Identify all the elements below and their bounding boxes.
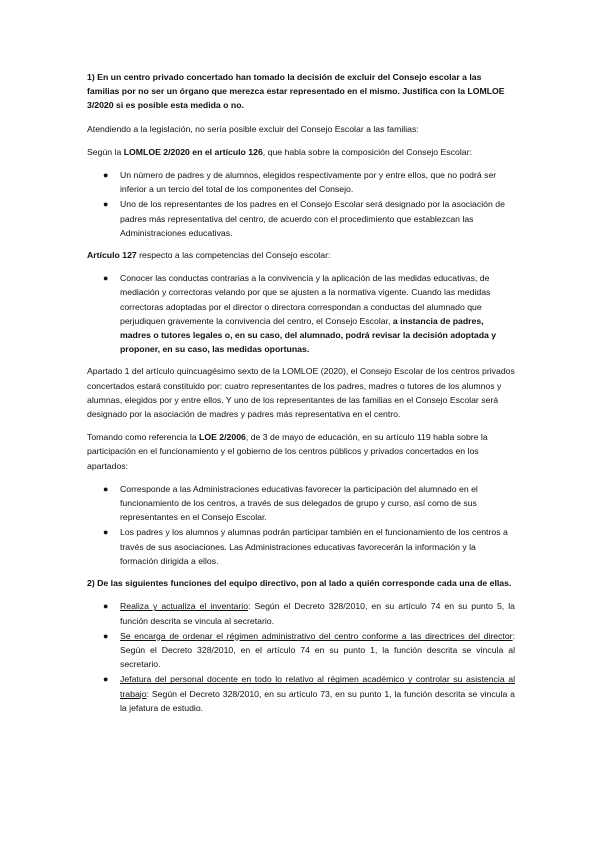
- function-title: Jefatura del personal docente en todo lo relativo al régimen académico y controlar su asistencia al trabajo: [120, 674, 515, 699]
- list-item-text: Un número de padres y de alumnos, elegidos respectivamente por y entre ellos, que no podrá ser inferior a un tercio del total de los componentes del Consejo.: [120, 170, 497, 195]
- list-item: [87, 271, 515, 356]
- list-item-text: Conocer las conductas contrarias a la convivencia y la aplicación de las medidas educativas, de mediación y correctoras velando por que se ajusten a la normativa vigente. Cuando las medidas correctoras adoptadas por el director o directora correspondan a conductas del alumnado que perjudiquen gravemente la convivencia del centro, el Consejo Escolar,: [120, 273, 491, 326]
- list-item-text: Corresponde a las Administraciones educativas favorecer la participación del alumnado en el funcionamiento de los centros, a través de sus delegados de grupo y curso, así como de sus representantes en el Consejo Escolar.: [120, 483, 478, 523]
- loe-ref: LOE 2/2006: [199, 432, 246, 443]
- question-2: [87, 576, 515, 590]
- list-item: [87, 672, 515, 715]
- list-item-text: : Según el Decreto 328/2010, en el artículo 74 en su punto 1, la función descrita se vincula al secretario.: [120, 630, 515, 670]
- question-1-number: 1: [87, 72, 92, 82]
- text: Tomando como referencia la: [87, 432, 200, 443]
- text: respecto a las competencias del Consejo escolar:: [136, 250, 331, 261]
- loe-list: [87, 482, 515, 568]
- list-item: [87, 525, 515, 568]
- question-2-number: 2: [87, 578, 92, 589]
- list-item: [87, 197, 515, 240]
- text: , que habla sobre la composición del Consejo Escolar:: [262, 146, 472, 157]
- bullet-icon: ●: [103, 601, 109, 612]
- list-item-bold-text: a instancia de padres, madres o tutores legales o, en su caso, del alumnado, podrá revisar la decisión adoptada y proponer, en su caso, las medidas oportunas.: [120, 315, 497, 355]
- bullet-icon: ●: [103, 630, 109, 641]
- question-1-text: ) En un centro privado concertado han tomado la decisión de excluir del Consejo escolar a las familias por no ser un órgano que merezca estar representado en el mismo. Justifica con la LOMLOE 3/2020 si es posible esta medida o no.: [87, 72, 505, 111]
- bullet-icon: ●: [103, 199, 109, 210]
- bullet-icon: ●: [103, 170, 109, 181]
- bullet-icon: ●: [103, 527, 109, 538]
- list-item: [87, 629, 515, 672]
- apartado-paragraph: Apartado 1 del artículo quincuagésimo sexto de la LOMLOE (2020), el Consejo Escolar de los centros privados concertados estará constituido por: cuatro representantes de los padres, madres o tutores de los alumnos y alumnas, elegidos por y entre ellos. Y uno de los representantes de las familias en el Consejo Escolar será designado por la asociación de madres y padres más representativa en el centro.: [87, 366, 515, 420]
- article-127-paragraph: [87, 248, 515, 262]
- text: Según la: [87, 146, 124, 157]
- loe-paragraph: [87, 430, 515, 473]
- article-126-list: [87, 168, 515, 240]
- function-title: Realiza y actualiza el inventario: [120, 601, 249, 612]
- article-127-ref: Artículo 127: [87, 250, 137, 261]
- article-126-paragraph: [87, 145, 515, 159]
- list-item-text: : Según el Decreto 328/2010, en su artículo 74 en su punto 5, la función descrita se vincula al secretario.: [120, 601, 515, 626]
- bullet-icon: ●: [103, 674, 109, 685]
- list-item-text: : Según el Decreto 328/2010, en su artículo 73, en su punto 1, la función descrita se vincula a la jefatura de estudio.: [120, 688, 515, 713]
- bullet-icon: ●: [103, 273, 109, 284]
- list-item: [87, 168, 515, 196]
- list-item: [87, 599, 515, 627]
- bullet-icon: ●: [103, 483, 109, 494]
- text: , de 3 de mayo de educación, en su artículo 119 habla sobre la participación en el funcionamiento y el gobierno de los centros públicos y privados concertados en los apartados:: [87, 432, 488, 471]
- list-item-text: Los padres y los alumnos y alumnas podrán participar también en el funcionamiento de los centros a través de sus asociaciones. Las Administraciones educativas favorecerán la información y la formación dirigida a ellos.: [120, 527, 508, 566]
- article-126-ref: LOMLOE 2/2020 en el artículo 126: [123, 146, 263, 157]
- article-127-list: [87, 271, 515, 356]
- question-2-text: ) De las siguientes funciones del equipo directivo, pon al lado a quién corresponde cada una de ellas.: [91, 578, 512, 589]
- question-2-list: [87, 599, 515, 715]
- question-1: [87, 70, 515, 113]
- function-title: Se encarga de ordenar el régimen administrativo del centro conforme a las directrices del director: [120, 630, 513, 641]
- list-item-text: Uno de los representantes de los padres en el Consejo Escolar será designado por la asociación de padres más representativa del centro, de acuerdo con el procedimiento que establezcan las Administraciones educativas.: [120, 199, 505, 238]
- list-item: [87, 482, 515, 525]
- intro-paragraph: Atendiendo a la legislación, no sería posible excluir del Consejo Escolar a las familias:: [87, 123, 419, 134]
